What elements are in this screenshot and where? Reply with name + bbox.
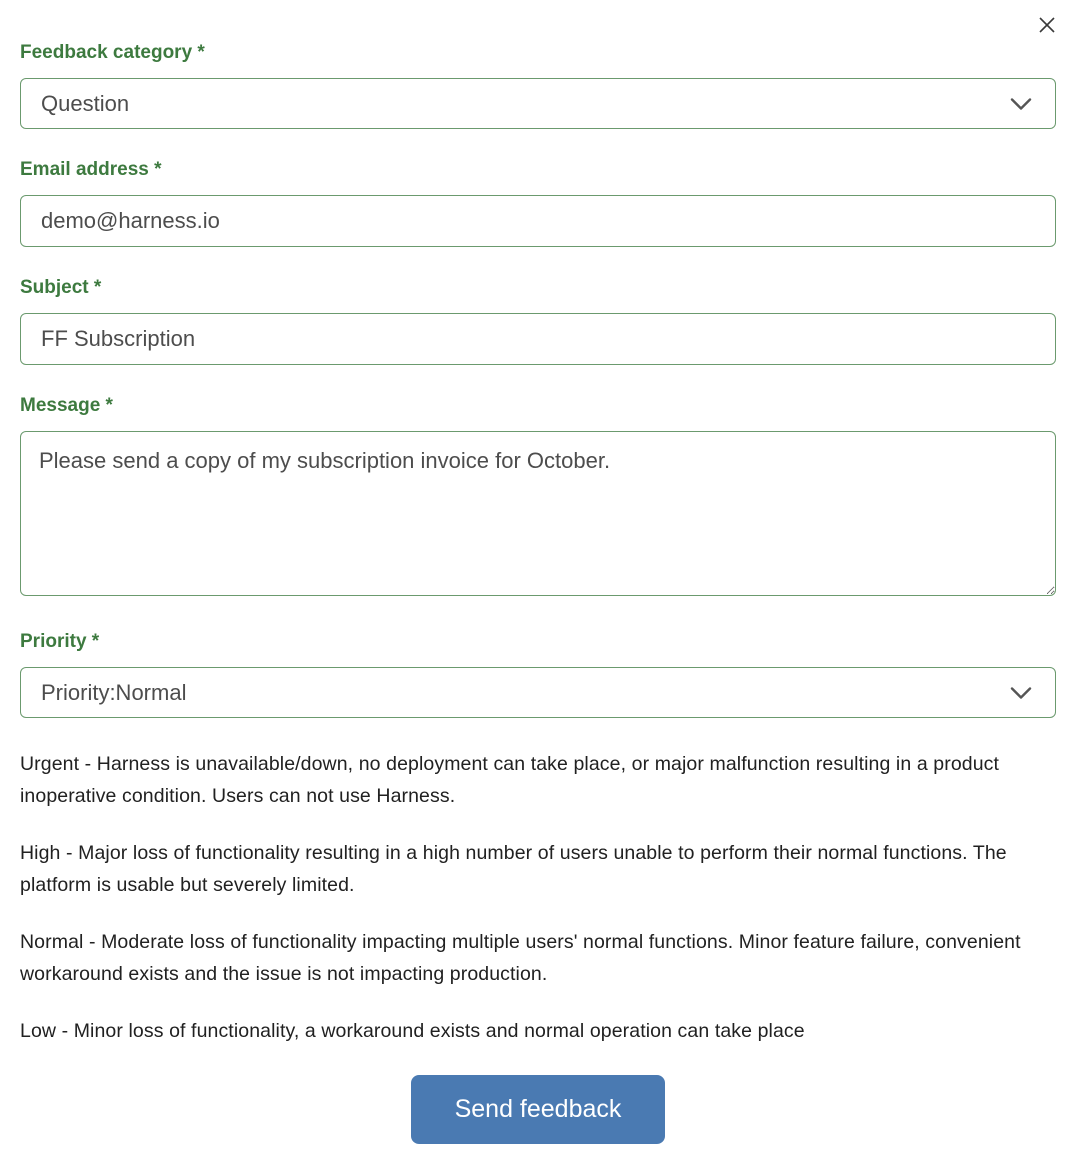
priority-description-normal: Normal - Moderate loss of functionality impacting multiple users' normal functions. Minor feature failure, convenient workaround exists and the issue is not impacting production. xyxy=(20,931,1021,985)
priority-description-urgent: Urgent - Harness is unavailable/down, no deployment can take place, or major malfunction resulting in a product inoperative condition. Users can not use Harness. xyxy=(20,753,1000,807)
priority-description-high: High - Major loss of functionality resulting in a high number of users unable to perform their normal functions. The platform is usable but severely limited. xyxy=(20,842,1007,896)
priority-label: Priority * xyxy=(20,631,100,652)
subject-label: Subject * xyxy=(20,277,102,298)
priority-description-low: Low - Minor loss of functionality, a workaround exists and normal operation can take place xyxy=(20,1020,805,1042)
priority-select[interactable] xyxy=(20,667,1056,718)
message-label: Message * xyxy=(20,395,113,416)
subject-input[interactable] xyxy=(20,313,1056,365)
feedback-category-label: Feedback category * xyxy=(20,42,205,63)
priority-select-wrap xyxy=(20,667,1056,718)
email-address-label: Email address * xyxy=(20,159,162,180)
submit-row xyxy=(20,1075,1056,1144)
email-input[interactable] xyxy=(20,195,1056,247)
feedback-category-select-wrap xyxy=(20,78,1056,129)
send-feedback-button[interactable]: Send feedback xyxy=(411,1075,666,1144)
message-textarea[interactable] xyxy=(20,431,1056,596)
feedback-category-select[interactable] xyxy=(20,78,1056,129)
